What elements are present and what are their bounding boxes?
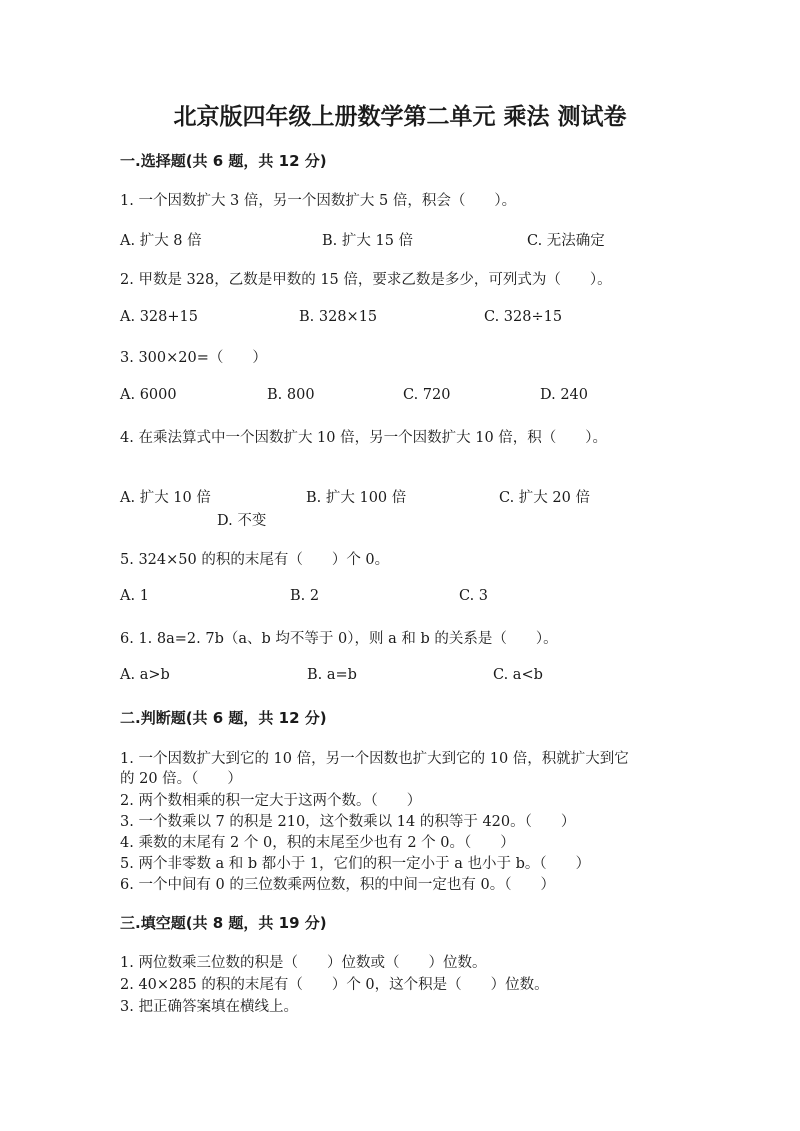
section-heading-judge: 二.判断题(共 6 题，共 12 分) xyxy=(120,709,327,727)
option-a: A. 扩大 8 倍 xyxy=(120,233,202,249)
option-d: D. 不变 xyxy=(217,513,267,529)
option-a: A. 1 xyxy=(120,588,149,604)
judge-item: 1. 一个因数扩大到它的 10 倍，另一个因数也扩大到它的 10 倍，积就扩大到它 xyxy=(120,751,629,767)
option-a: A. 扩大 10 倍 xyxy=(120,490,211,506)
option-b: B. 800 xyxy=(267,387,315,403)
option-c: C. a<b xyxy=(493,667,543,683)
option-c: C. 扩大 20 倍 xyxy=(499,490,590,506)
option-a: A. 6000 xyxy=(120,387,177,403)
judge-item: 2. 两个数相乘的积一定大于这两个数。（ ） xyxy=(120,793,422,809)
question-stem: 5. 324×50 的积的末尾有（ ）个 0。 xyxy=(120,552,390,568)
fill-item: 1. 两位数乘三位数的积是（ ）位数或（ ）位数。 xyxy=(120,955,487,971)
option-b: B. 扩大 100 倍 xyxy=(306,490,407,506)
question-stem: 1. 一个因数扩大 3 倍，另一个因数扩大 5 倍，积会（ ）。 xyxy=(120,193,517,209)
option-a: A. a>b xyxy=(120,667,170,683)
judge-item: 3. 一个数乘以 7 的积是 210，这个数乘以 14 的积等于 420。（ ） xyxy=(120,814,576,830)
question-stem: 3. 300×20=（ ） xyxy=(120,350,267,366)
page-title: 北京版四年级上册数学第二单元 乘法 测试卷 xyxy=(173,104,627,130)
option-b: B. 2 xyxy=(290,588,320,604)
section-heading-fill: 三.填空题(共 8 题，共 19 分) xyxy=(120,914,327,932)
fill-item: 3. 把正确答案填在横线上。 xyxy=(120,999,298,1015)
option-d: D. 240 xyxy=(540,387,589,403)
fill-item: 2. 40×285 的积的末尾有（ ）个 0，这个积是（ ）位数。 xyxy=(120,977,549,993)
judge-item: 5. 两个非零数 a 和 b 都小于 1，它们的积一定小于 a 也小于 b。（ ） xyxy=(120,856,591,872)
question-stem: 2. 甲数是 328，乙数是甲数的 15 倍，要求乙数是多少，可列式为（ ）。 xyxy=(120,272,612,288)
option-a: A. 328+15 xyxy=(120,309,198,325)
judge-item: 6. 一个中间有 0 的三位数乘两位数，积的中间一定也有 0。（ ） xyxy=(120,877,555,893)
option-c: C. 328÷15 xyxy=(484,309,563,325)
judge-item: 4. 乘数的末尾有 2 个 0，积的末尾至少也有 2 个 0。（ ） xyxy=(120,835,515,851)
option-c: C. 3 xyxy=(459,588,489,604)
question-stem: 4. 在乘法算式中一个因数扩大 10 倍，另一个因数扩大 10 倍，积（ ）。 xyxy=(120,430,608,446)
option-b: B. a=b xyxy=(307,667,357,683)
option-c: C. 无法确定 xyxy=(527,233,605,249)
question-stem: 6. 1. 8a=2. 7b（a、b 均不等于 0），则 a 和 b 的关系是（ ）。 xyxy=(120,631,558,647)
section-heading-choice: 一.选择题(共 6 题，共 12 分) xyxy=(120,152,327,170)
option-b: B. 扩大 15 倍 xyxy=(322,233,414,249)
option-c: C. 720 xyxy=(403,387,451,403)
option-b: B. 328×15 xyxy=(299,309,378,325)
judge-item-continuation: 的 20 倍。（ ） xyxy=(120,771,242,787)
